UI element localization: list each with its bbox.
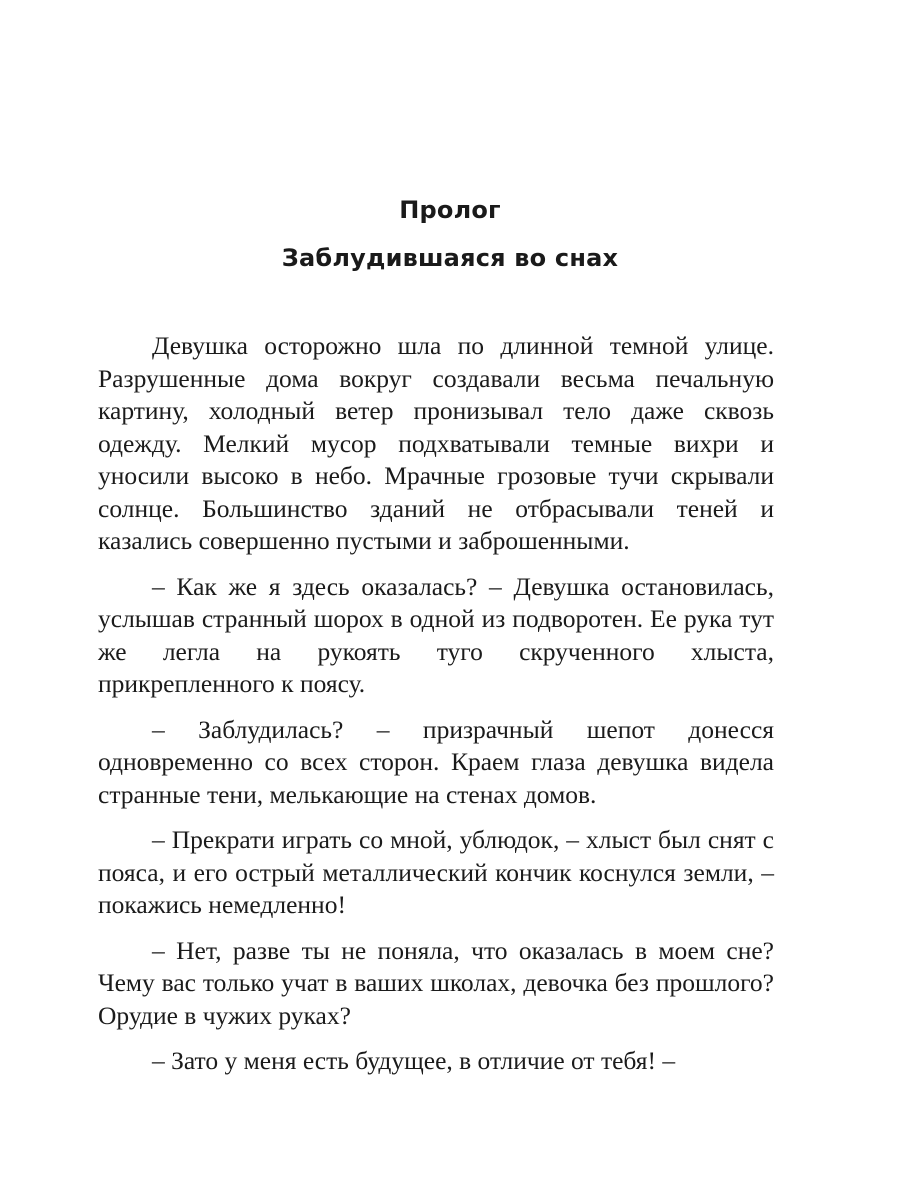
- paragraph-3: – Заблудилась? – призрачный шепот донесся одновременно со всех сторон. Краем глаза девушка видела странные тени, мелькающие на стенах домов.: [98, 714, 774, 809]
- paragraph-2: – Как же я здесь оказалась? – Девушка остановилась, услышав странный шорох в одной из подворотен. Ее рука тут же легла на рукоять туго скрученного хлыста, прикрепленного к поясу.: [98, 571, 774, 698]
- paragraph-1: Девушка осторожно шла по длинной темной улице. Разрушенные дома вокруг создавали весьма печальную картину, холодный ветер пронизывал тело даже сквозь одежду. Мелкий мусор подхватывали темные вихри и уносили высоко в небо. Мрачные грозовые тучи скрывали солнце. Большинство зданий не отбрасывали теней и казались совершенно пустыми и заброшенными.: [98, 331, 774, 555]
- paragraph-4: – Прекрати играть со мной, ублюдок, – хлыст был снят с пояса, и его острый металлический кончик коснулся земли, – покажись немедленно!: [98, 825, 774, 919]
- paragraph-5: – Нет, разве ты не поняла, что оказалась в моем сне? Чему вас только учат в ваших школах, девочка без прошлого? Орудие в чужих руках?: [98, 935, 774, 1030]
- chapter-label: Пролог: [399, 196, 501, 224]
- body-text: [98, 330, 774, 1091]
- chapter-title: Заблудившаяся во снах: [281, 244, 619, 272]
- paragraph-6: – Зато у меня есть будущее, в отличие от тебя! –: [152, 1046, 676, 1075]
